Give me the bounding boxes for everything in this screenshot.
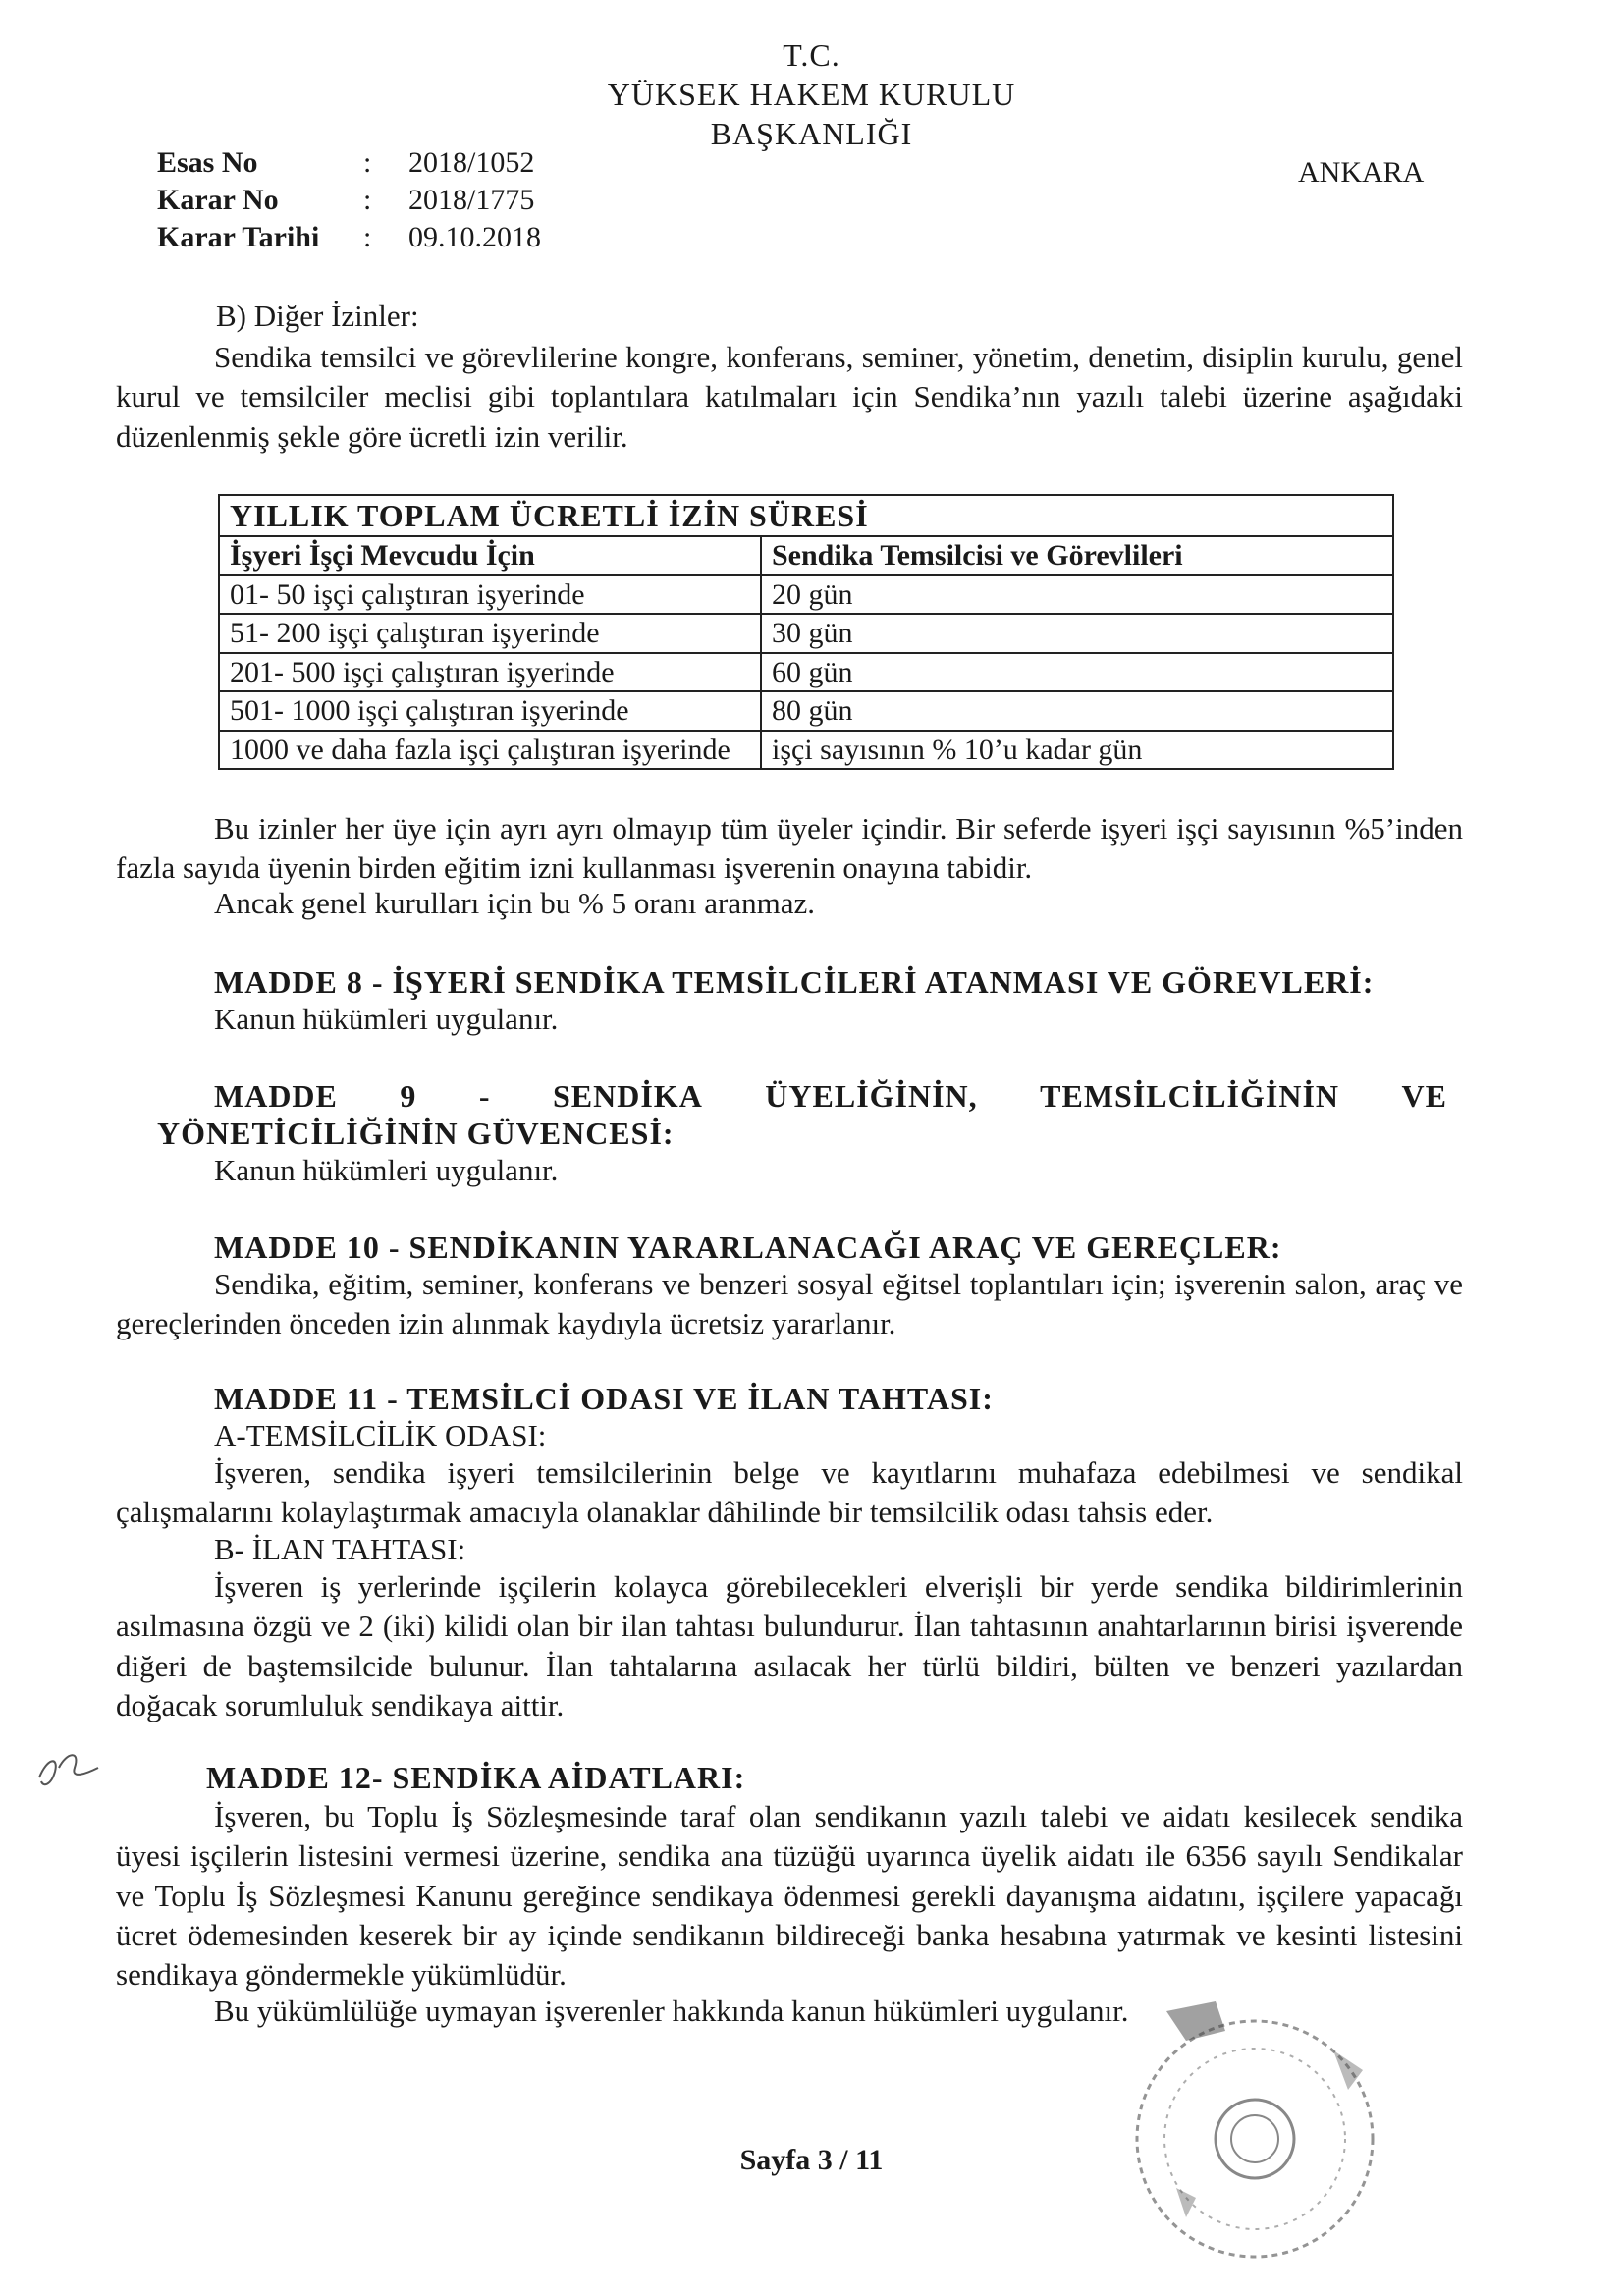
table-row bbox=[219, 731, 1393, 770]
madde11-title: MADDE 11 - TEMSİLCİ ODASI VE İLAN TAHTASI: bbox=[214, 1381, 994, 1416]
meta-esas-no: Esas No : 2018/1052 bbox=[157, 143, 534, 182]
madde9-body: Kanun hükümleri uygulanır. bbox=[214, 1153, 559, 1187]
madde9-word: SENDİKA bbox=[552, 1078, 703, 1114]
madde12-text1: İşveren, bu Toplu İş Sözleşmesinde taraf olan sendikanın yazılı talebi ve aidatı kesilecek sendika üyesi işçilerin listesini vermesi üzerine, sendika ana tüzüğü uyarınca üyelik aidatı ile 6356 sayılı Sendikalar ve Toplu İş Sözleşmesi Kanunu gereğince sendikaya ödenmesi gerekli dayanışma aidatını, işçilere yapacağı ücret ödemesinden keserek bir ay içinde sendikanın bildireceği banka hesabına yatırmak ve kesinti listesini sendikaya göndermekle yükümlüdür. bbox=[116, 1799, 1463, 1993]
header-institution: YÜKSEK HAKEM KURULU bbox=[607, 77, 1016, 112]
table-row bbox=[219, 575, 1393, 615]
table-row bbox=[219, 691, 1393, 731]
page-number: Sayfa 3 / 11 bbox=[739, 2144, 884, 2176]
madde11-text-a: İşveren, sendika işyeri temsilcilerinin belge ve kayıtlarını muhafaza edebilmesi ve sendikal çalışmalarını kolaylaştırmak amacıyla olanaklar dâhilinde bir temsilcilik odası tahsis eder. bbox=[116, 1455, 1463, 1530]
after-table-note: Ancak genel kurulları için bu % 5 oranı aranmaz. bbox=[214, 886, 816, 920]
madde11-sub-a: A-TEMSİLCİLİK ODASI: bbox=[214, 1418, 547, 1452]
madde11-body-b bbox=[116, 1567, 1463, 1725]
after-table-text: Bu izinler her üye için ayrı ayrı olmayıp tüm üyeler içindir. Bir seferde işyeri işçi sayısının %5’inden fazla sayıda üyenin birden eğitim izni kullanması işverenin onayına tabidir. bbox=[116, 811, 1463, 886]
meta-value: 09.10.2018 bbox=[408, 221, 541, 253]
madde9-word: - bbox=[478, 1078, 491, 1114]
madde10-title: MADDE 10 - SENDİKANIN YARARLANACAĞI ARAÇ VE GEREÇLER: bbox=[214, 1230, 1282, 1265]
table-cell: işçi sayısının % 10’u kadar gün bbox=[761, 731, 1393, 770]
header-presidency: BAŞKANLIĞI bbox=[710, 116, 913, 151]
madde10-text: Sendika, eğitim, seminer, konferans ve benzeri sosyal eğitsel toplantıları için; işverenin salon, araç ve gereçlerinden önceden izin alınmak kaydıyla ücretsiz yararlanır. bbox=[116, 1267, 1463, 1341]
table-cell: 501- 1000 işçi çalıştıran işyerinde bbox=[219, 691, 761, 731]
madde9-word: 9 bbox=[400, 1078, 417, 1114]
madde9-title-line1 bbox=[214, 1076, 1447, 1118]
section-b-text: Sendika temsilci ve görevlilerine kongre, konferans, seminer, yönetim, denetim, disiplin kurulu, genel kurul ve temsilciler meclisi gibi toplantılara katılmaları için Sendika’nın yazılı talebi üzerine aşağıdaki düzenlenmiş şekle göre ücretli izin verilir. bbox=[116, 340, 1463, 454]
madde11-sub-b: B- İLAN TAHTASI: bbox=[214, 1532, 466, 1566]
table-header-col2: Sendika Temsilcisi ve Görevlileri bbox=[761, 536, 1393, 575]
madde9-word: TEMSİLCİLİĞİNİN bbox=[1040, 1078, 1339, 1114]
section-b-title: B) Diğer İzinler: bbox=[216, 299, 419, 333]
madde11-text-b: İşveren iş yerlerinde işçilerin kolayca görebilecekleri elverişli bir yerde sendika bildirimlerinin asılmasına özgü ve 2 (iki) kilidi olan bir ilan tahtası bulundurur. İlan tahtasının anahtarlarının birisi işverende diğeri de baştemsilcide bulunur. İlan tahtalarına asılacak her türlü bildiri, bülten ve benzeri yazılardan doğacak sorumluluk sendikaya aittir. bbox=[116, 1569, 1463, 1722]
madde10-body bbox=[116, 1265, 1463, 1344]
meta-label: Esas No bbox=[157, 146, 258, 179]
table-cell: 20 gün bbox=[761, 575, 1393, 615]
header-city: ANKARA bbox=[1298, 156, 1425, 189]
table-cell: 60 gün bbox=[761, 653, 1393, 692]
meta-label: Karar No bbox=[157, 184, 279, 216]
official-seal-stamp bbox=[1108, 1992, 1402, 2286]
madde9-title-line2: YÖNETİCİLİĞİNİN GÜVENCESİ: bbox=[157, 1116, 675, 1151]
table-row bbox=[219, 614, 1393, 653]
table-cell: 30 gün bbox=[761, 614, 1393, 653]
section-b-paragraph bbox=[116, 338, 1463, 457]
madde9-word: MADDE bbox=[214, 1078, 338, 1114]
table-cell: 1000 ve daha fazla işçi çalıştıran işyerinde bbox=[219, 731, 761, 770]
madde8-body: Kanun hükümleri uygulanır. bbox=[214, 1002, 559, 1036]
madde8-title: MADDE 8 - İŞYERİ SENDİKA TEMSİLCİLERİ ATANMASI VE GÖREVLERİ: bbox=[214, 964, 1375, 1000]
table-header-col1: İşyeri İşçi Mevcudu İçin bbox=[219, 536, 761, 575]
table-row bbox=[219, 653, 1393, 692]
madde12-text2: Bu yükümlülüğe uymayan işverenler hakkında kanun hükümleri uygulanır. bbox=[214, 1994, 1129, 2028]
table-cell: 51- 200 işçi çalıştıran işyerinde bbox=[219, 614, 761, 653]
meta-value: 2018/1775 bbox=[408, 184, 535, 216]
signature-mark bbox=[29, 1738, 108, 1797]
table-header-row bbox=[219, 536, 1393, 575]
meta-karar-no: Karar No : 2018/1775 bbox=[157, 181, 534, 219]
table-cell: 01- 50 işçi çalıştıran işyerinde bbox=[219, 575, 761, 615]
header-tc: T.C. bbox=[783, 37, 840, 73]
table-cell: 80 gün bbox=[761, 691, 1393, 731]
table-title-row bbox=[219, 495, 1393, 536]
table-title: YILLIK TOPLAM ÜCRETLİ İZİN SÜRESİ bbox=[219, 495, 1393, 536]
meta-label: Karar Tarihi bbox=[157, 221, 320, 253]
madde12-body1 bbox=[116, 1797, 1463, 1995]
madde9-word: ÜYELİĞİNİN, bbox=[765, 1078, 978, 1114]
meta-value: 2018/1052 bbox=[408, 146, 535, 179]
leave-table bbox=[218, 494, 1394, 770]
after-table-paragraph bbox=[116, 809, 1463, 889]
madde9-word: VE bbox=[1401, 1078, 1447, 1114]
madde12-title: MADDE 12- SENDİKA AİDATLARI: bbox=[206, 1760, 746, 1795]
madde11-body-a bbox=[116, 1453, 1463, 1533]
meta-karar-tarihi: Karar Tarihi : 09.10.2018 bbox=[157, 218, 541, 256]
table-cell: 201- 500 işçi çalıştıran işyerinde bbox=[219, 653, 761, 692]
